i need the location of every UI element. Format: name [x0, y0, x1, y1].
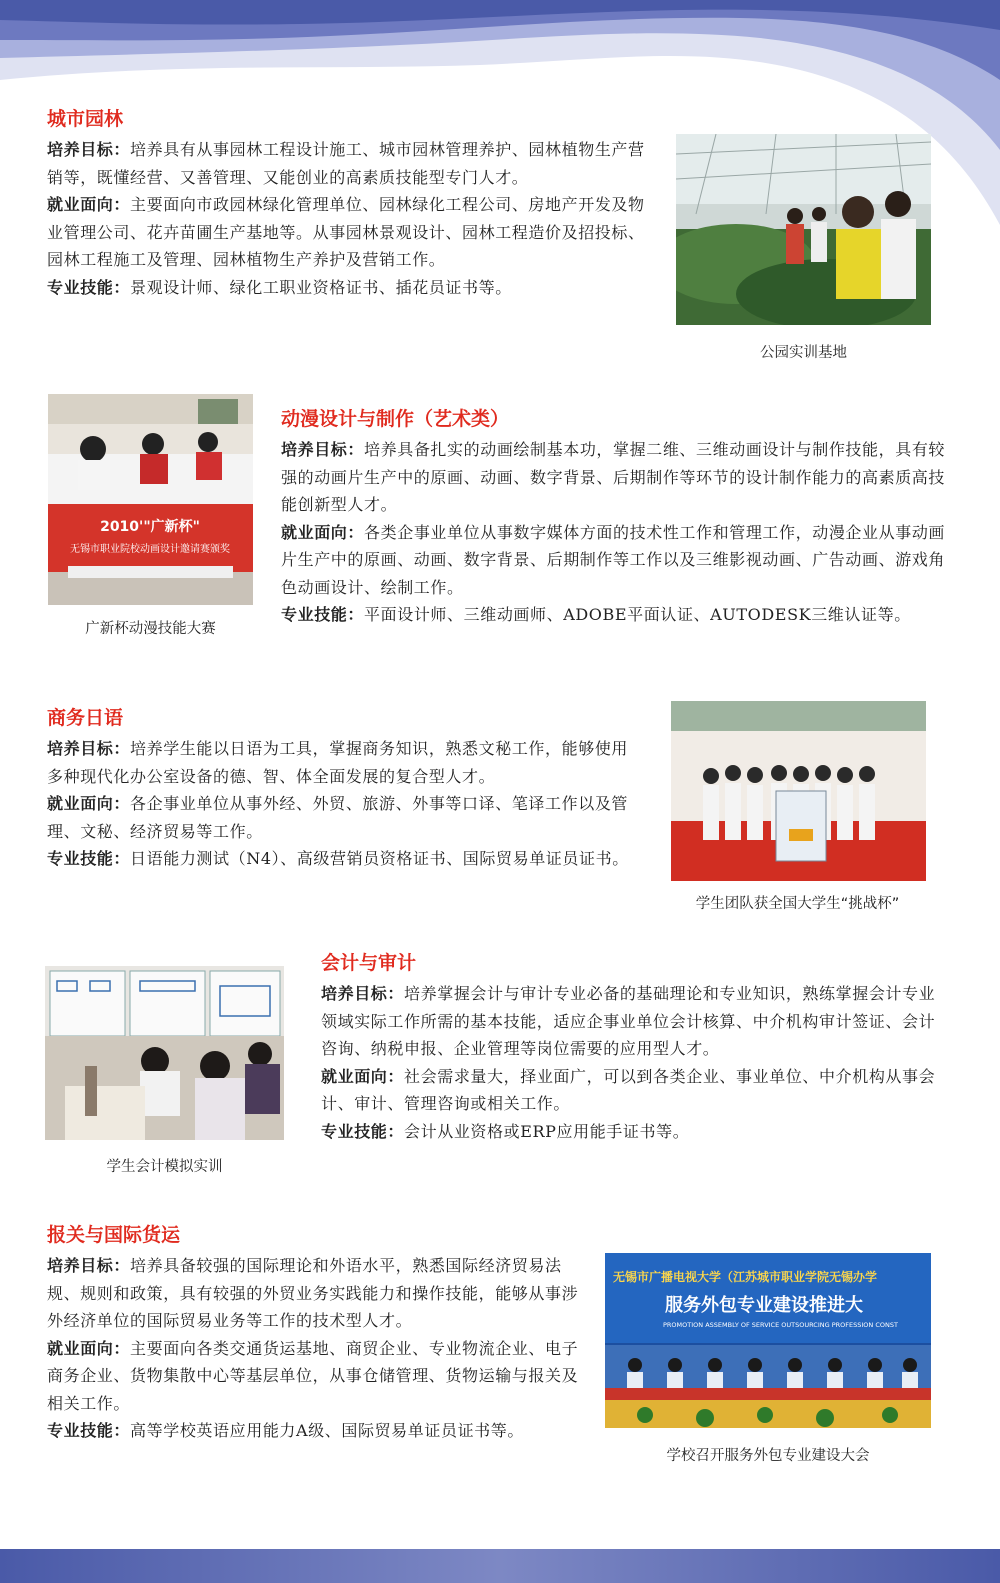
- conference-banner-line2: 服务外包专业建设推进大: [665, 1295, 863, 1316]
- employment-label: 就业面向：: [47, 794, 131, 813]
- goal-label: 培养目标：: [47, 1256, 131, 1275]
- section-business-japanese: [47, 705, 637, 873]
- employment: [47, 191, 652, 274]
- training-goal: [47, 1252, 587, 1335]
- section-title: 动漫设计与制作（艺术类）: [281, 408, 510, 430]
- section-title: 会计与审计: [321, 952, 417, 974]
- employment: [281, 519, 946, 602]
- photo-caption: 广新杯动漫技能大赛: [85, 621, 216, 637]
- skills-label: 专业技能：: [281, 605, 365, 624]
- section-title: 商务日语: [47, 707, 124, 729]
- employment-text: 主要面向各类交通货运基地、商贸企业、专业物流企业、电子商务企业、货物集散中心等基层单位，从事仓储管理、货物运输与报关及相关工作。: [47, 1338, 579, 1413]
- photo-animation-contest: [48, 394, 253, 605]
- skills-text: 日语能力测试（N4）、高级营销员资格证书、国际贸易单证员证书。: [130, 849, 629, 868]
- goal-text: 培养具备扎实的动画绘制基本功，掌握二维、三维动画设计与制作技能，具有较强的动画片生产中的原画、动画、数字背景、后期制作等环节的设计制作能力的高素质高技能创新型人才。: [281, 440, 946, 514]
- goal-label: 培养目标：: [47, 140, 131, 159]
- skills-text: 平面设计师、三维动画师、ADOBE平面认证、AUTODESK三维认证等。: [364, 605, 911, 624]
- skills: [47, 1417, 587, 1445]
- skills-label: 专业技能：: [47, 849, 131, 868]
- section-accounting-audit: [321, 950, 941, 1145]
- employment-label: 就业面向：: [47, 1338, 131, 1358]
- employment: [47, 1335, 587, 1418]
- contest-banner-line2: 无锡市职业院校动画设计邀请赛颁奖: [70, 544, 230, 555]
- photo-caption: 公园实训基地: [760, 345, 847, 361]
- section-urban-landscape: [47, 106, 652, 301]
- goal-label: 培养目标：: [281, 440, 365, 459]
- goal-text: 培养学生能以日语为工具，掌握商务知识，熟悉文秘工作，能够使用多种现代化办公室设备的德、智、体全面发展的复合型人才。: [47, 739, 629, 786]
- photo-caption: 学校召开服务外包专业建设大会: [666, 1448, 870, 1464]
- employment-label: 就业面向：: [321, 1066, 405, 1086]
- footer-bar: [0, 1549, 1000, 1583]
- conference-banner-line3: PROMOTION ASSEMBLY OF SERVICE OUTSOURCING PROFESSION CONST: [663, 1321, 898, 1329]
- employment-label: 就业面向：: [47, 195, 131, 214]
- training-goal: [47, 136, 652, 191]
- section-animation-design: [281, 406, 946, 629]
- skills: [321, 1118, 941, 1146]
- photo-caption: 学生会计模拟实训: [106, 1159, 223, 1175]
- goal-text: 培养具有从事园林工程设计施工、城市园林管理养护、园林植物生产营销等，既懂经营、又善管理、又能创业的高素质技能型专门人才。: [47, 140, 645, 187]
- training-goal: [321, 980, 941, 1063]
- goal-text: 培养具备较强的国际理论和外语水平，熟悉国际经济贸易法规、规则和政策，具有较强的外贸业务实践能力和操作技能，能够从事涉外经济单位的国际贸易业务等工作的技术型人才。: [47, 1256, 579, 1330]
- section-customs-freight: [47, 1222, 587, 1445]
- skills: [281, 601, 946, 629]
- training-goal: [47, 735, 637, 790]
- skills-label: 专业技能：: [321, 1121, 405, 1141]
- skills-text: 会计从业资格或ERP应用能手证书等。: [404, 1121, 690, 1141]
- skills-text: 高等学校英语应用能力A级、国际贸易单证员证书等。: [130, 1421, 524, 1440]
- goal-label: 培养目标：: [47, 739, 131, 758]
- employment-text: 各类企事业单位从事数字媒体方面的技术性工作和管理工作，动漫企业从事动画片生产中的原画、动画、数字背景、后期制作等工作以及三维影视动画、广告动画、游戏角色动画设计、绘制工作。: [281, 522, 946, 597]
- skills-label: 专业技能：: [47, 277, 131, 297]
- photo-caption: 学生团队获全国大学生“挑战杯”: [695, 896, 900, 912]
- employment-text: 主要面向市政园林绿化管理单位、园林绿化工程公司、房地产开发及物业管理公司、花卉苗圃生产基地等。从事园林景观设计、园林工程造价及招投标、园林工程施工及管理、园林植物生产养护及营销工作。: [47, 195, 645, 269]
- employment: [321, 1063, 941, 1118]
- employment-text: 各企事业单位从事外经、外贸、旅游、外事等口译、笔译工作以及管理、文秘、经济贸易等工作。: [47, 794, 629, 841]
- goal-label: 培养目标：: [321, 984, 405, 1003]
- employment-label: 就业面向：: [281, 522, 365, 542]
- goal-text: 培养掌握会计与审计专业必备的基础理论和专业知识，熟练掌握会计专业领域实际工作所需的基本技能，适应企事业单位会计核算、中介机构审计签证、会计咨询、纳税申报、企业管理等岗位需要的应用型人才。: [321, 984, 936, 1058]
- photo-park-training-base: [676, 134, 931, 325]
- photo-challenge-cup-team: [671, 701, 926, 881]
- employment-text: 社会需求量大，择业面广，可以到各类企业、事业单位、中介机构从事会计、审计、管理咨询或相关工作。: [321, 1066, 936, 1113]
- contest-banner-line1: 2010'"广新杯": [100, 519, 200, 535]
- skills-text: 景观设计师、绿化工职业资格证书、插花员证书等。: [130, 277, 512, 297]
- training-goal: [281, 436, 946, 519]
- employment: [47, 790, 637, 845]
- section-title: 报关与国际货运: [47, 1224, 181, 1246]
- conference-banner-line1: 无锡市广播电视大学（江苏城市职业学院无锡办学: [613, 1270, 878, 1284]
- skills: [47, 845, 637, 873]
- skills-label: 专业技能：: [47, 1421, 131, 1440]
- section-title: 城市园林: [47, 108, 124, 130]
- skills: [47, 274, 652, 302]
- photo-accounting-training: [45, 966, 284, 1140]
- photo-outsourcing-conference: [605, 1253, 931, 1428]
